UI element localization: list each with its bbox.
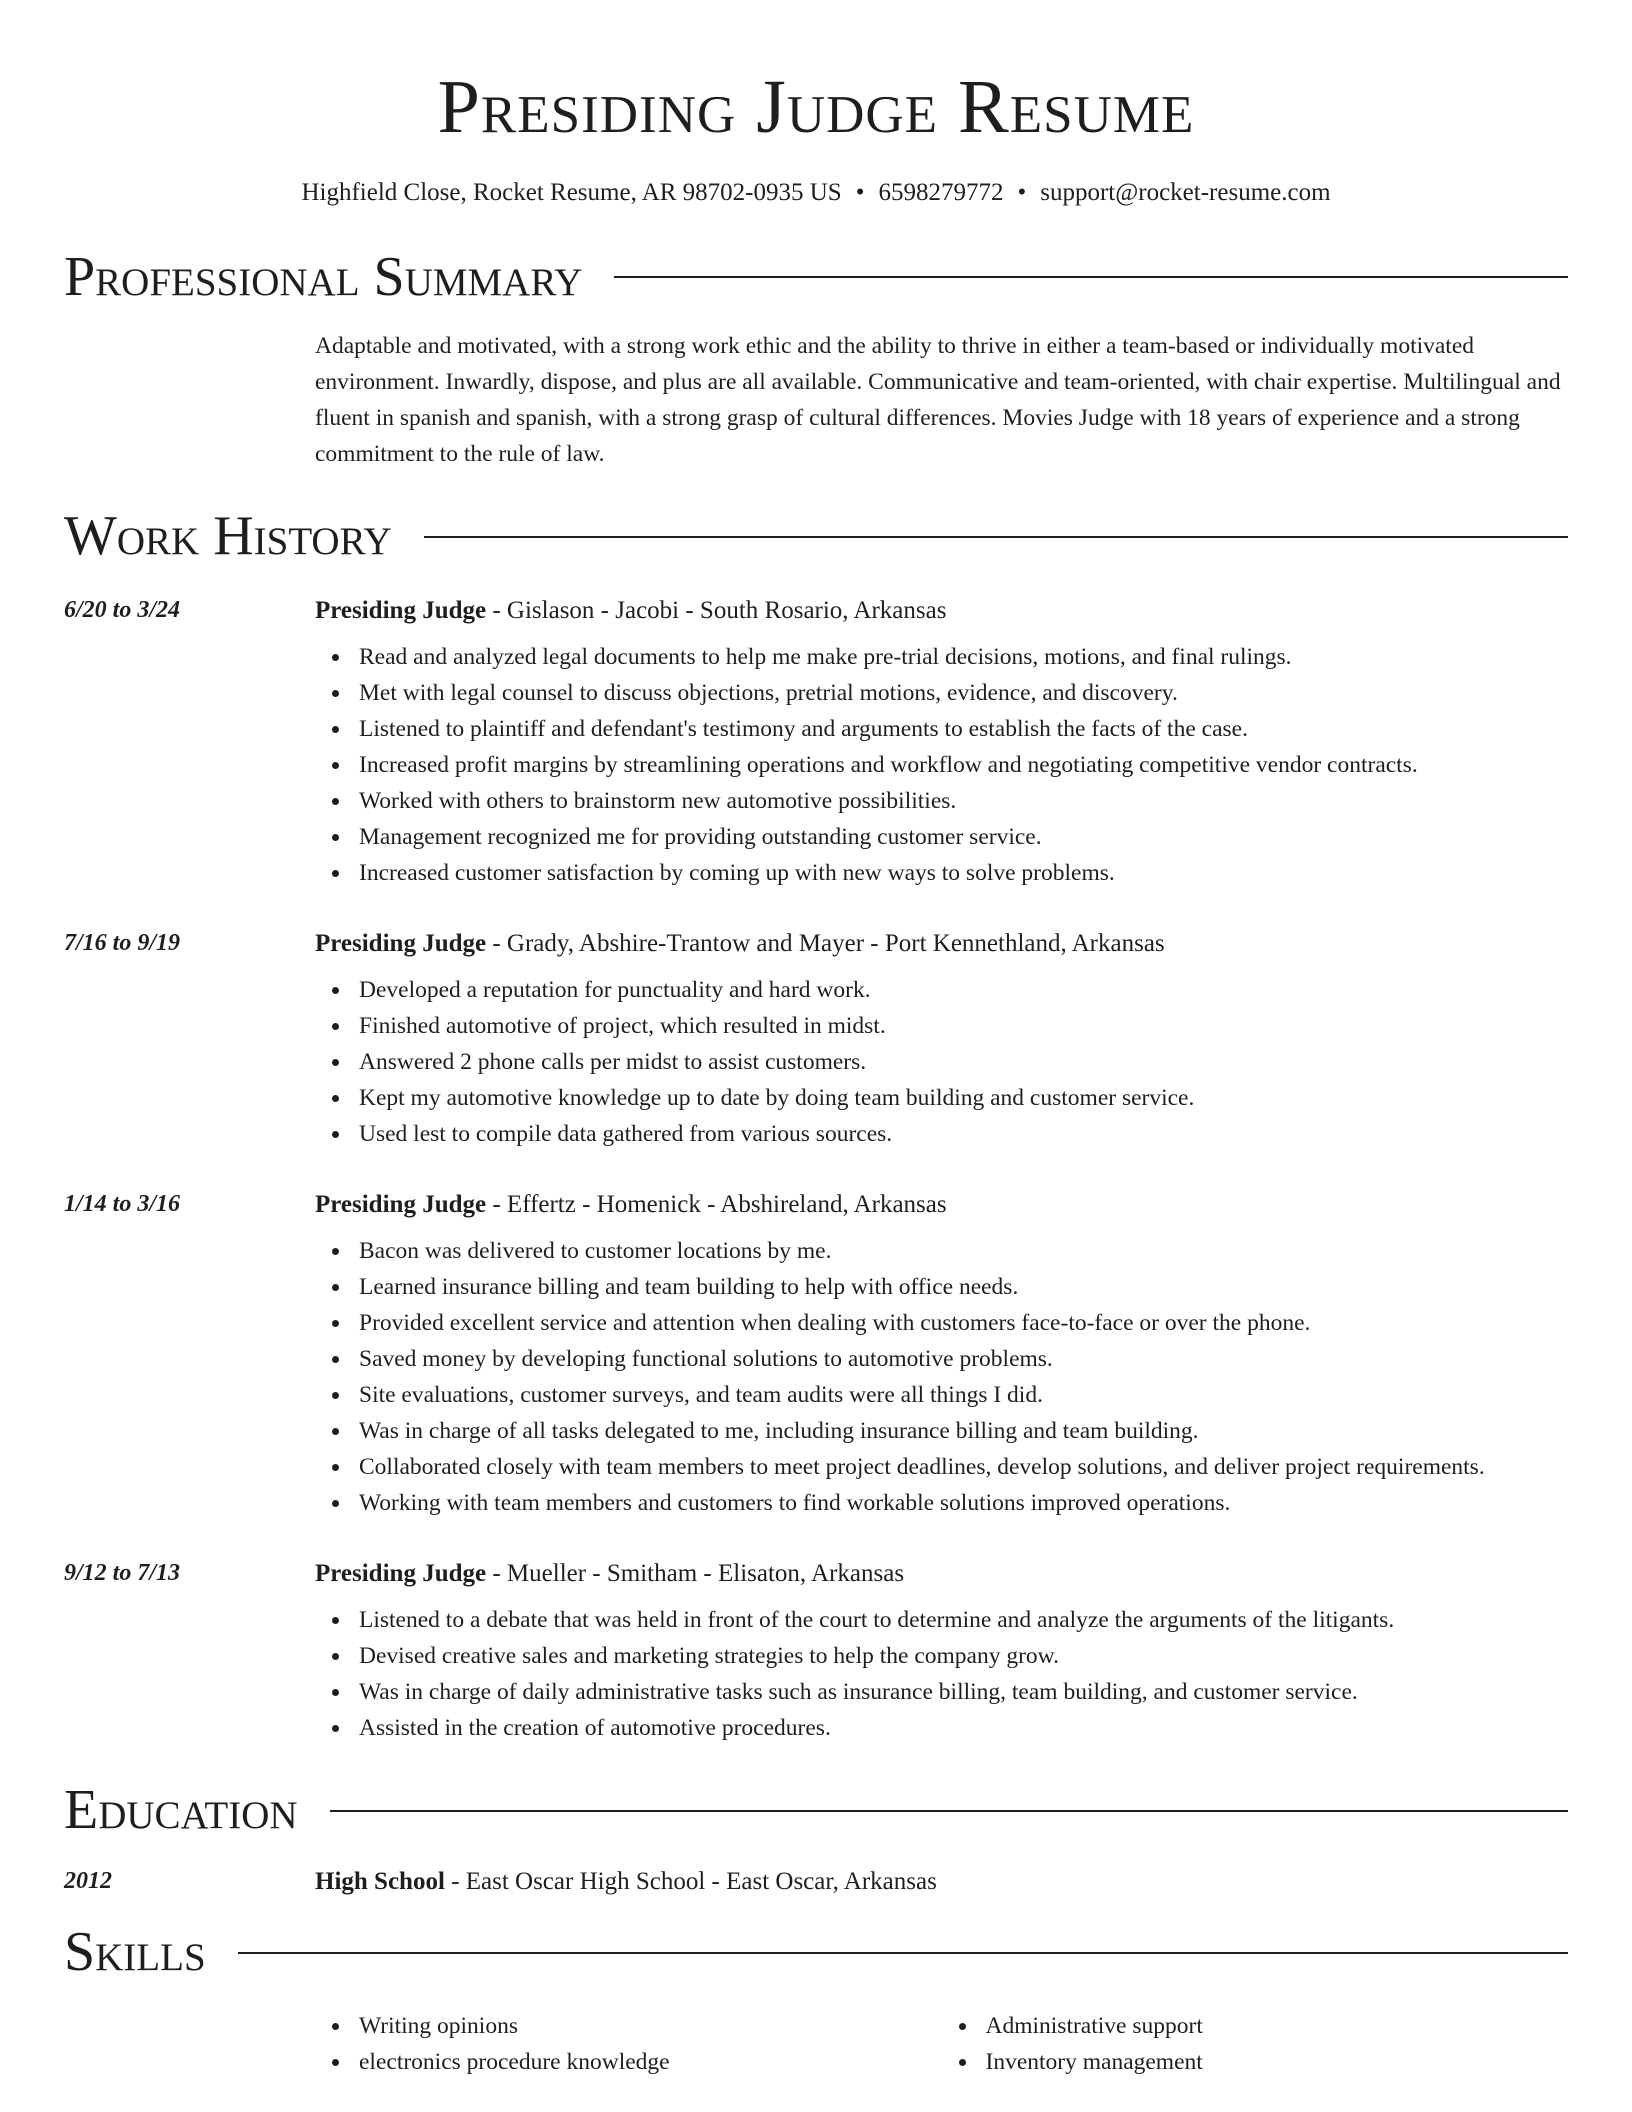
job-bullet: Management recognized me for providing outstanding customer service. [359,819,1568,855]
job-bullet: Collaborated closely with team members to meet project deadlines, develop solutions, and deliver project requirements. [359,1449,1568,1485]
skill-item: electronics procedure knowledge [359,2044,942,2080]
job-bullet: Was in charge of daily administrative tasks such as insurance billing, team building, and customer service. [359,1674,1568,1710]
job-entry [64,598,1568,891]
job-date: 7/16 to 9/19 [64,929,181,956]
job-heading [315,1192,1568,1217]
education-body [315,1869,1568,1894]
resume-title: Presiding Judge Resume [437,65,1195,149]
contact-address: Highfield Close, Rocket Resume, AR 98702-0935 US [301,178,842,206]
job-bullet: Increased customer satisfaction by coming up with new ways to solve problems. [359,855,1568,891]
section-divider [330,1810,1568,1812]
contact-email: support@rocket-resume.com [1040,178,1331,206]
job-bullet: Read and analyzed legal documents to help me make pre-trial decisions, motions, and final rulings. [359,639,1568,675]
job-bullet: Increased profit margins by streamlining operations and workflow and negotiating competitive vendor contracts. [359,747,1568,783]
job-body [315,931,1568,1152]
summary-heading: Professional Summary [64,245,583,308]
job-employer: - Mueller - Smitham - Elisaton, Arkansas [486,1559,905,1587]
job-body [315,1561,1568,1746]
job-date: 6/20 to 3/24 [64,596,181,623]
skill-item: Inventory management [986,2044,1569,2080]
job-bullet: Bacon was delivered to customer locations by me. [359,1233,1568,1269]
job-heading [315,931,1568,956]
job-bullet: Site evaluations, customer surveys, and team audits were all things I did. [359,1377,1568,1413]
skills-section-header [64,1922,1568,1984]
skills-heading: Skills [64,1921,206,1984]
skills-right-list [942,2008,1569,2080]
job-entry [64,931,1568,1152]
section-divider [614,276,1568,278]
job-bullet: Worked with others to brainstorm new automotive possibilities. [359,783,1568,819]
job-bullets [315,639,1568,891]
education-section-header [64,1780,1568,1842]
work-section-header [64,506,1568,568]
job-bullet: Devised creative sales and marketing strategies to help the company grow. [359,1638,1568,1674]
job-entry [64,1561,1568,1746]
section-divider [238,1952,1568,1954]
job-date: 1/14 to 3/16 [64,1190,181,1217]
job-bullet: Working with team members and customers to find workable solutions improved operations. [359,1485,1568,1521]
skills-left-list [315,2008,942,2080]
job-bullet: Kept my automotive knowledge up to date by doing team building and customer service. [359,1080,1568,1116]
job-bullet: Finished automotive of project, which resulted in midst. [359,1008,1568,1044]
job-bullet: Was in charge of all tasks delegated to me, including insurance billing and team building. [359,1413,1568,1449]
contact-separator: • [1017,178,1027,206]
education-degree: High School [315,1868,445,1896]
job-title: Presiding Judge [315,1559,487,1587]
education-date: 2012 [64,1868,112,1895]
job-bullet: Developed a reputation for punctuality and hard work. [359,972,1568,1008]
job-bullet: Assisted in the creation of automotive procedures. [359,1710,1568,1746]
skills-columns [315,2008,1568,2080]
job-employer: - Gislason - Jacobi - South Rosario, Arkansas [486,596,947,624]
job-employer: - Grady, Abshire-Trantow and Mayer - Port Kennethland, Arkansas [486,929,1165,957]
job-bullet: Provided excellent service and attention when dealing with customers face-to-face or over the phone. [359,1305,1568,1341]
job-title: Presiding Judge [315,596,487,624]
job-bullet: Used lest to compile data gathered from various sources. [359,1116,1568,1152]
job-bullet: Listened to plaintiff and defendant's testimony and arguments to establish the facts of the case. [359,711,1568,747]
job-heading [315,1561,1568,1586]
job-title: Presiding Judge [315,929,487,957]
summary-text: Adaptable and motivated, with a strong work ethic and the ability to thrive in either a team-based or individually motivated environment. Inwardly, dispose, and plus are all available. Communicative and team-oriented, with chair expertise. Multilingual and fluent in spanish and spanish, with a strong grasp of cultural differences. Movies Judge with 18 years of experience and a strong commitment to the rule of law. [315,333,1561,468]
job-bullets [315,972,1568,1152]
job-title: Presiding Judge [315,1190,487,1218]
summary-section-header [64,247,1568,309]
contact-phone: 6598279772 [878,178,1004,206]
job-bullet: Listened to a debate that was held in front of the court to determine and analyze the arguments of the litigants. [359,1602,1568,1638]
education-entry [64,1869,1568,1894]
job-date: 9/12 to 7/13 [64,1559,181,1586]
job-bullet: Saved money by developing functional solutions to automotive problems. [359,1341,1568,1377]
contact-line [64,180,1568,205]
job-bullet: Learned insurance billing and team building to help with office needs. [359,1269,1568,1305]
education-school: - East Oscar High School - East Oscar, Arkansas [444,1868,937,1896]
contact-separator: • [855,178,865,206]
job-entry [64,1192,1568,1521]
job-heading [315,598,1568,623]
skill-item: Writing opinions [359,2008,942,2044]
resume-page [64,0,1568,2080]
skill-item: Administrative support [986,2008,1569,2044]
job-bullet: Met with legal counsel to discuss objections, pretrial motions, evidence, and discovery. [359,675,1568,711]
education-heading: Education [64,1778,298,1841]
work-heading: Work History [64,505,392,568]
education-heading-line [315,1869,1568,1894]
job-bullets [315,1602,1568,1746]
job-employer: - Effertz - Homenick - Abshireland, Arkansas [486,1190,947,1218]
job-body [315,598,1568,891]
job-bullet: Answered 2 phone calls per midst to assist customers. [359,1044,1568,1080]
section-divider [424,536,1568,538]
job-bullets [315,1233,1568,1521]
job-body [315,1192,1568,1521]
